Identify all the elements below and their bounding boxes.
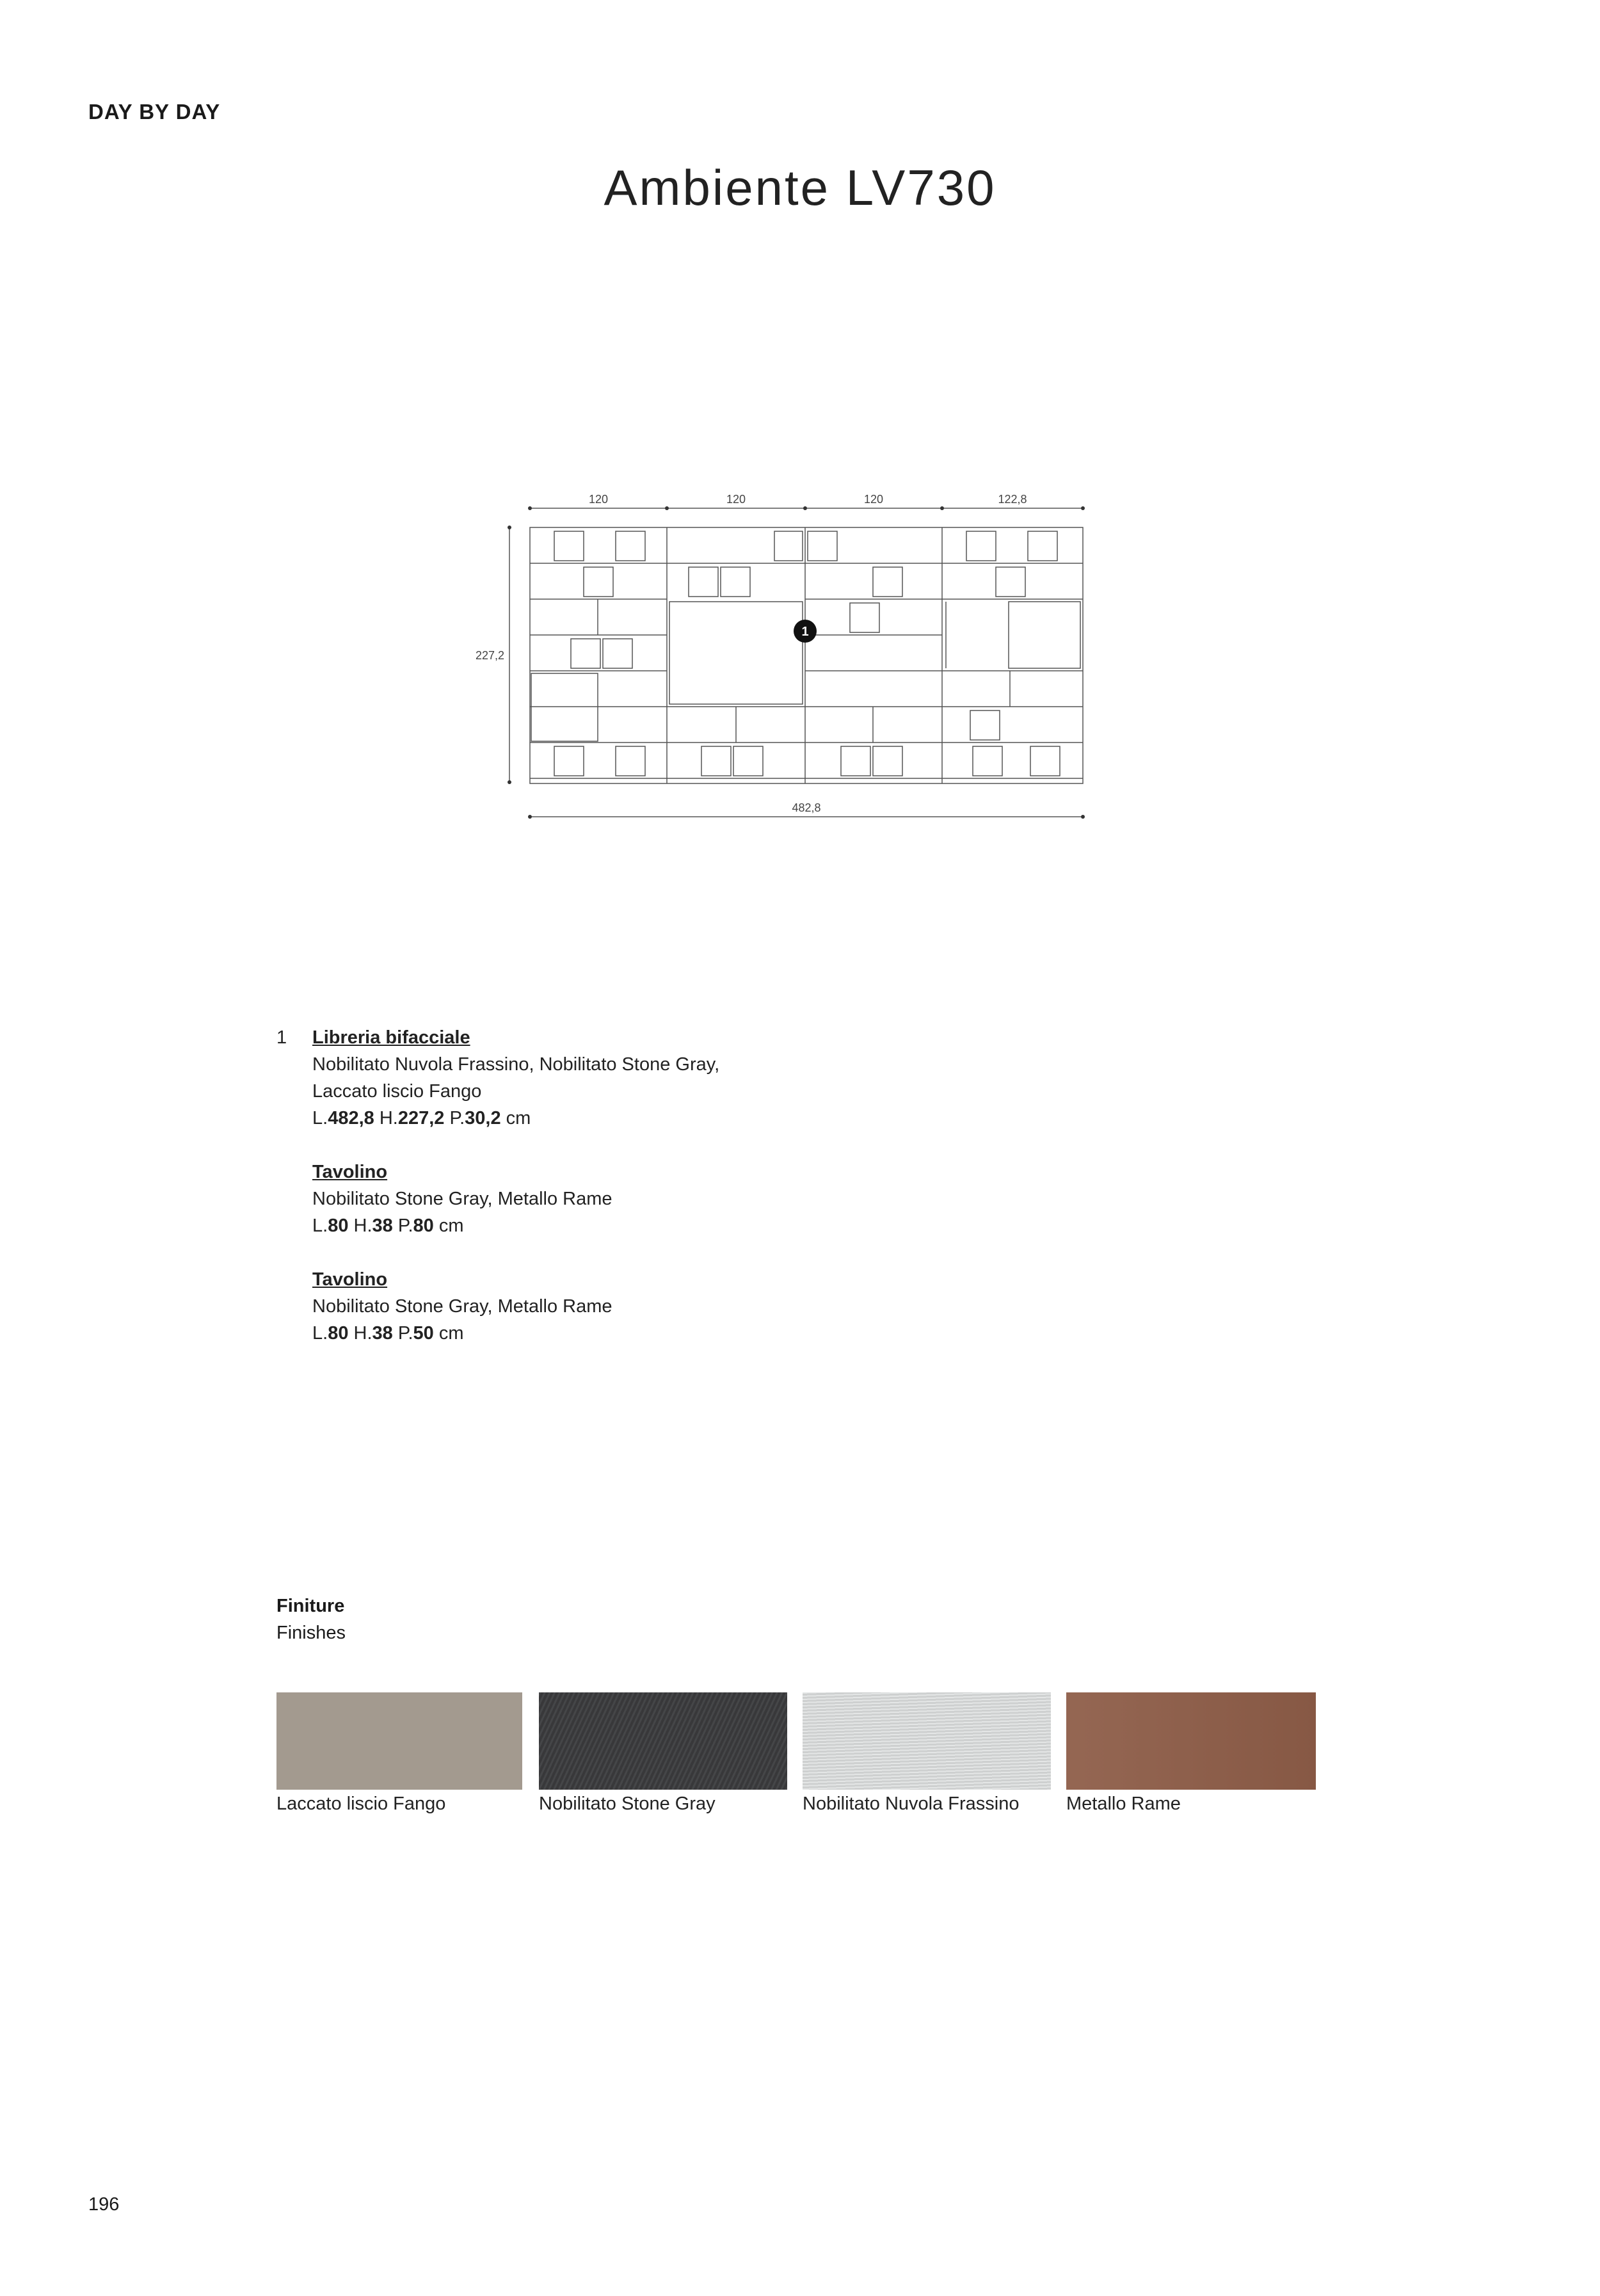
dim-height: 227,2: [475, 649, 504, 662]
swatch-metallo-rame: [1066, 1692, 1316, 1790]
spec-name: Libreria bifacciale: [312, 1027, 470, 1048]
spec-desc: Nobilitato Nuvola Frassino, Nobilitato Stone Gray,: [312, 1054, 720, 1075]
swatch-nuvola-frassino: [803, 1692, 1051, 1790]
finishes-subtitle: Finishes: [276, 1623, 346, 1643]
spec-desc: Nobilitato Stone Gray, Metallo Rame: [312, 1189, 612, 1209]
spec-item: [276, 1266, 719, 1347]
dim-module-3: 120: [863, 493, 884, 506]
product-specs: [276, 1024, 719, 1374]
spec-number: 1: [276, 1027, 287, 1048]
dim-total-width: 482,8: [792, 801, 821, 814]
swatch-label: Metallo Rame: [1066, 1794, 1181, 1814]
dim-module-2: 120: [726, 493, 746, 506]
dim-module-4: 122,8: [998, 493, 1027, 506]
spec-dimensions: L.482,8 H.227,2 P.30,2 cm: [312, 1108, 531, 1128]
swatch-label: Nobilitato Stone Gray: [539, 1794, 716, 1814]
dim-module-1: 120: [588, 493, 609, 506]
swatch-stone-gray: [539, 1692, 787, 1790]
swatch-label: Laccato liscio Fango: [276, 1794, 446, 1814]
spec-item: [276, 1159, 719, 1239]
spec-dimensions: L.80 H.38 P.80 cm: [312, 1216, 464, 1236]
spec-dimensions: L.80 H.38 P.50 cm: [312, 1323, 464, 1344]
page-number: 196: [88, 2194, 120, 2215]
swatch-label: Nobilitato Nuvola Frassino: [803, 1794, 1020, 1814]
page-title: Ambiente LV730: [604, 159, 996, 216]
spec-desc: Laccato liscio Fango: [312, 1081, 482, 1102]
spec-name: Tavolino: [312, 1269, 388, 1290]
spec-desc: Nobilitato Stone Gray, Metallo Rame: [312, 1296, 612, 1317]
brand-label: DAY BY DAY: [88, 100, 221, 124]
item-marker-number: 1: [801, 625, 809, 639]
finishes-title: Finiture: [276, 1596, 345, 1616]
spec-name: Tavolino: [312, 1162, 388, 1182]
swatch-fango: [276, 1692, 522, 1790]
spec-item: [276, 1024, 719, 1132]
bookcase-technical-drawing: [467, 486, 1107, 832]
finishes-heading: [276, 1593, 346, 1646]
